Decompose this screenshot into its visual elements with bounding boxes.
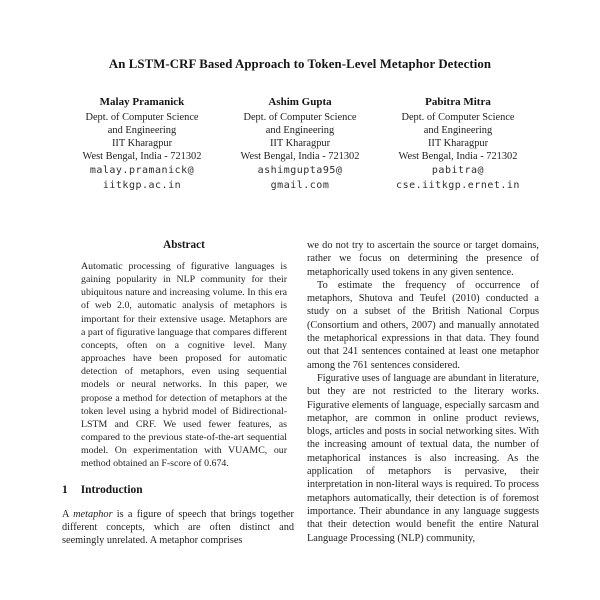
author-affiliation-line: West Bengal, India - 721302: [398, 151, 518, 162]
two-column-body: [62, 239, 539, 547]
author-email-line: cse.iitkgp.ernet.in: [396, 179, 520, 191]
author-affiliation-line: West Bengal, India - 721302: [240, 151, 360, 162]
author-affiliation-line: and Engineering: [265, 125, 335, 136]
intro-paragraph: [62, 508, 294, 548]
author-name: Malay Pramanick: [99, 96, 185, 108]
author-affiliation-line: Dept. of Computer Science: [401, 112, 515, 123]
author-email-line: pabitra@: [431, 165, 485, 176]
author-affiliation-line: IIT Kharagpur: [427, 138, 489, 149]
intro-lead-term: metaphor: [73, 508, 113, 520]
body-paragraph: To estimate the frequency of occurrence of metaphors, Shutova and Teufel (2010) conducted a study on a subset of the British National Corpus (Consortium and others, 2007) and manually annotated the metaphorical expressions in that data. They found out that 241 sentences contained at least one metaphor among the 761 sentences considered.: [307, 279, 539, 371]
left-column: [62, 239, 294, 547]
abstract-heading: Abstract: [163, 239, 205, 251]
author-block: [221, 96, 379, 193]
author-block: [379, 96, 537, 193]
author-email: [221, 164, 379, 193]
author-affiliation-line: and Engineering: [107, 125, 177, 136]
author-block-row: [0, 96, 600, 193]
section-heading: [62, 484, 294, 497]
author-email-line: gmail.com: [270, 179, 330, 191]
author-email-line: malay.pramanick@: [89, 165, 195, 176]
right-column: [307, 239, 539, 547]
author-email-line: iitkgp.ac.in: [102, 179, 182, 191]
intro-lead-prefix: A: [62, 508, 74, 520]
abstract-text: Automatic processing of figurative languages is gaining popularity in NLP community for their ubiquitous nature and increasing volume. In this era of web 2.0, automatic analysis of metaphors is important for their extensive usage. Metaphors are a part of figurative language that compares different concepts, often on a cognitive level. Many approaches have been proposed for automatic detection of metaphors, even using sequential models or neural networks. In this paper, we propose a method for detection of metaphors at the token level using a hybrid model of Bidirectional-LSTM and CRF. We used fewer features, as compared to the previous state-of-the-art sequential model. On experimentation with VUAMC, our method obtained an F-score of 0.674.: [81, 261, 287, 470]
section-number: 1: [62, 483, 68, 496]
author-affiliation-line: Dept. of Computer Science: [243, 112, 357, 123]
author-affiliation-line: Dept. of Computer Science: [85, 112, 199, 123]
author-email: [63, 164, 221, 193]
author-affiliation-line: and Engineering: [423, 125, 493, 136]
body-paragraph: we do not try to ascertain the source or target domains, rather we focus on determining the presence of metaphorically used tokens in any given sentence.: [307, 240, 539, 278]
author-block: [63, 96, 221, 193]
section-title: Introduction: [80, 483, 143, 496]
author-affiliation-line: IIT Kharagpur: [269, 138, 331, 149]
author-name: Pabitra Mitra: [425, 96, 491, 108]
author-name: Ashim Gupta: [268, 96, 332, 108]
author-affiliation-line: IIT Kharagpur: [111, 138, 173, 149]
author-affiliation-line: West Bengal, India - 721302: [82, 151, 202, 162]
intro-lead-rest: is a figure of speech that brings together different concepts, which are often distinct and seemingly unrelated. A metaphor comprises: [62, 508, 294, 547]
paper-title: An LSTM-CRF Based Approach to Token-Level Metaphor Detection: [108, 57, 492, 71]
body-paragraph: Figurative uses of language are abundant in literature, but they are not restricted to the literary works. Figurative elements of language, especially sarcasm and metaphor, are common in online product reviews, blogs, articles and posts in social networking sites. With the increasing amount of textual data, the number of metaphorical instances is also increasing. As the application of metaphors is pervasive, their interpretation in non-literal ways is required. To process metaphors automatically, their detection is of foremost importance. Their abundance in any language suggests that their detection would benefit the entire Natural Language Processing (NLP) community,: [307, 372, 539, 544]
author-email: [379, 164, 537, 193]
abstract-block: [81, 239, 287, 471]
author-email-line: ashimgupta95@: [257, 165, 343, 176]
